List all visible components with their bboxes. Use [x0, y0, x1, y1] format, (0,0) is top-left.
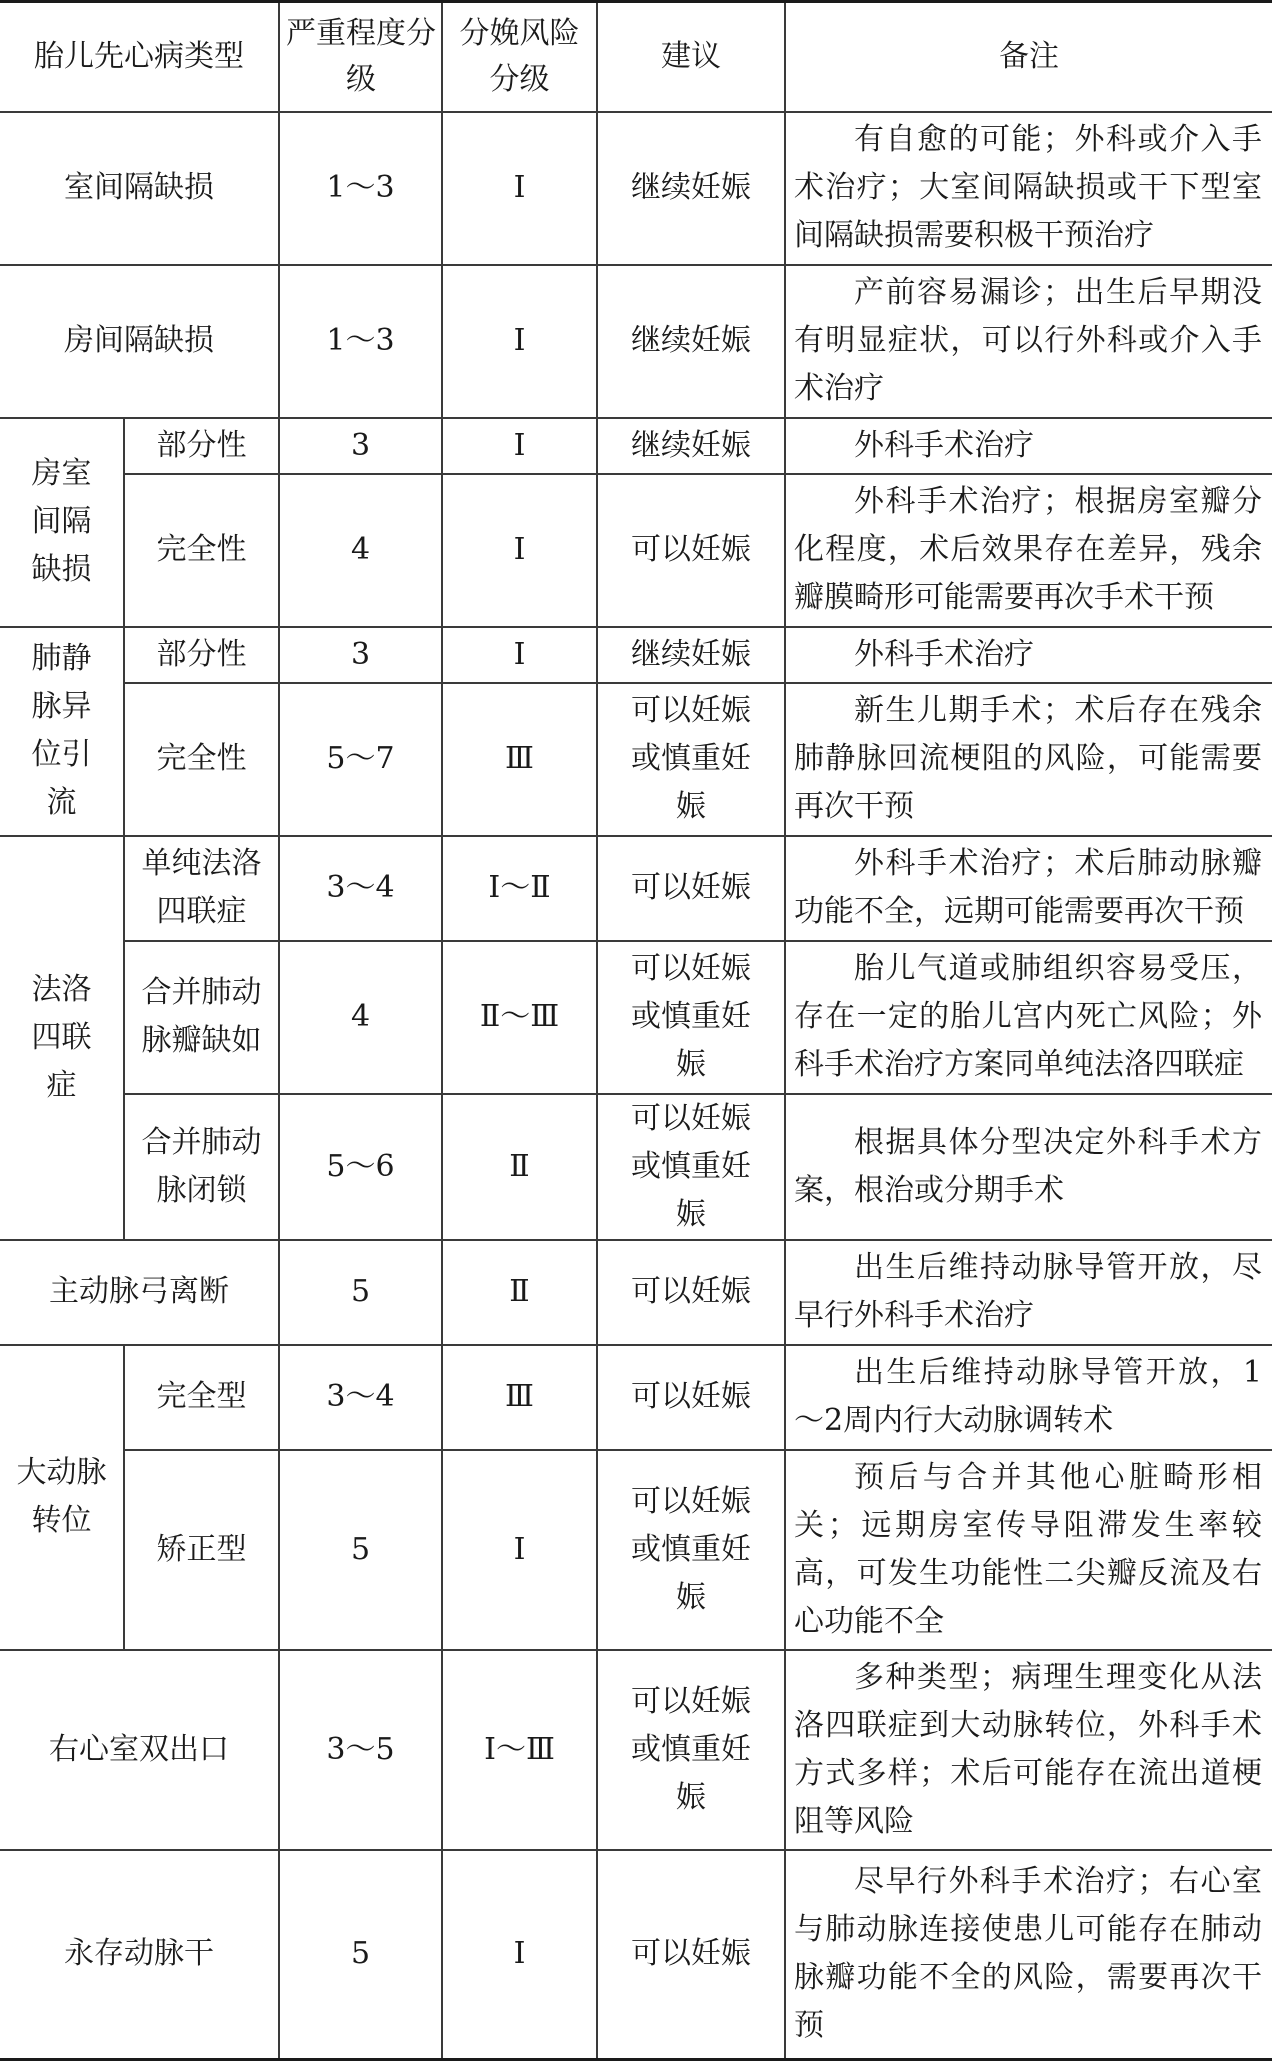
cell-notes: 外科手术治疗	[785, 627, 1272, 683]
group-label: 房室间隔缺损	[31, 456, 92, 587]
cell-risk: Ⅱ	[442, 1094, 597, 1240]
cell-risk: Ⅰ	[442, 474, 597, 627]
group-label: 法洛四联症	[31, 971, 92, 1103]
cell-notes: 新生儿期手术；术后存在残余肺静脉回流梗阻的风险，可能需要再次干预	[785, 683, 1272, 836]
cell-advice	[597, 1450, 785, 1650]
cell-notes: 外科手术治疗	[785, 418, 1272, 474]
cell-risk: Ⅲ	[442, 1345, 597, 1450]
table-row-avsd-partial	[0, 418, 1272, 474]
table-row-tof-atresia	[0, 1094, 1272, 1240]
header-advice: 建议	[597, 2, 785, 112]
cell-type: 主动脉弓离断	[0, 1240, 279, 1345]
cell-severity: 5	[279, 1850, 442, 2060]
cell-subtype: 完全性	[124, 474, 279, 627]
cell-risk: Ⅰ	[442, 112, 597, 265]
cell-risk: Ⅰ	[442, 418, 597, 474]
cell-group	[0, 627, 124, 836]
table-row-apvc-complete	[0, 683, 1272, 836]
cell-severity: 3～5	[279, 1650, 442, 1850]
table-row-apvc-partial	[0, 627, 1272, 683]
advice-text: 可以妊娠或慎重妊娠	[631, 1483, 751, 1615]
cell-advice	[597, 1650, 785, 1850]
cell-subtype: 部分性	[124, 627, 279, 683]
cell-advice	[597, 1094, 785, 1240]
table-header-row	[0, 2, 1272, 112]
cell-severity: 5	[279, 1450, 442, 1650]
cell-advice: 可以妊娠	[597, 474, 785, 627]
cell-type: 右心室双出口	[0, 1650, 279, 1850]
cell-subtype: 矫正型	[124, 1450, 279, 1650]
cell-severity: 4	[279, 941, 442, 1094]
cell-notes: 尽早行外科手术治疗；右心室与肺动脉连接使患儿可能存在肺动脉瓣功能不全的风险，需要再次干预	[785, 1850, 1272, 2060]
cell-severity: 5～7	[279, 683, 442, 836]
cell-notes: 出生后维持动脉导管开放，尽早行外科手术治疗	[785, 1240, 1272, 1345]
header-notes: 备注	[785, 2, 1272, 112]
cell-notes: 有自愈的可能；外科或介入手术治疗；大室间隔缺损或干下型室间隔缺损需要积极干预治疗	[785, 112, 1272, 265]
cell-advice: 可以妊娠	[597, 1850, 785, 2060]
table-row-tga-corrected	[0, 1450, 1272, 1650]
group-label: 大动脉转位	[16, 1455, 107, 1538]
table-row-avsd-complete	[0, 474, 1272, 627]
subtype-text: 单纯法洛四联症	[141, 846, 262, 929]
cell-group	[0, 836, 124, 1240]
table-row-dorv	[0, 1650, 1272, 1850]
table-row-asd	[0, 265, 1272, 418]
cell-type: 房间隔缺损	[0, 265, 279, 418]
cell-severity: 3	[279, 627, 442, 683]
cell-risk: Ⅲ	[442, 683, 597, 836]
header-severity-text: 严重程度分级	[286, 15, 436, 97]
cell-risk: Ⅱ	[442, 1240, 597, 1345]
header-severity	[279, 2, 442, 112]
cell-advice: 可以妊娠	[597, 836, 785, 941]
cell-advice	[597, 683, 785, 836]
advice-text: 可以妊娠或慎重妊娠	[631, 951, 751, 1082]
cell-advice: 可以妊娠	[597, 1240, 785, 1345]
cell-severity: 1～3	[279, 265, 442, 418]
cell-notes: 胎儿气道或肺组织容易受压，存在一定的胎儿宫内死亡风险；外科手术治疗方案同单纯法洛四联症	[785, 941, 1272, 1094]
cell-severity: 1～3	[279, 112, 442, 265]
cell-subtype	[124, 941, 279, 1094]
header-type: 胎儿先心病类型	[0, 2, 279, 112]
subtype-text: 合并肺动脉瓣缺如	[141, 975, 262, 1058]
cell-risk: Ⅰ～Ⅲ	[442, 1650, 597, 1850]
cell-advice: 可以妊娠	[597, 1345, 785, 1450]
cell-severity: 4	[279, 474, 442, 627]
cell-subtype: 部分性	[124, 418, 279, 474]
cell-advice: 继续妊娠	[597, 112, 785, 265]
cell-subtype: 完全性	[124, 683, 279, 836]
cell-type: 永存动脉干	[0, 1850, 279, 2060]
cell-notes: 产前容易漏诊；出生后早期没有明显症状，可以行外科或介入手术治疗	[785, 265, 1272, 418]
group-label: 肺静脉异位引流	[31, 641, 92, 820]
cell-type: 室间隔缺损	[0, 112, 279, 265]
cell-notes: 外科手术治疗；根据房室瓣分化程度，术后效果存在差异，残余瓣膜畸形可能需要再次手术干预	[785, 474, 1272, 627]
header-risk	[442, 2, 597, 112]
table-row-tga-complete	[0, 1345, 1272, 1450]
cell-subtype	[124, 836, 279, 941]
table-row-tof-absent-valve	[0, 941, 1272, 1094]
cell-subtype	[124, 1094, 279, 1240]
cell-risk: Ⅰ	[442, 265, 597, 418]
advice-text: 可以妊娠或慎重妊娠	[631, 1100, 751, 1232]
table-row-tof-simple	[0, 836, 1272, 941]
advice-text: 可以妊娠或慎重妊娠	[631, 1683, 751, 1815]
table-row-vsd	[0, 112, 1272, 265]
header-risk-text: 分娩风险分级	[459, 15, 580, 97]
cell-subtype: 完全型	[124, 1345, 279, 1450]
cell-risk: Ⅰ	[442, 627, 597, 683]
cell-risk: Ⅰ	[442, 1850, 597, 2060]
cell-severity: 3～4	[279, 1345, 442, 1450]
cell-risk: Ⅰ～Ⅱ	[442, 836, 597, 941]
cell-severity: 5～6	[279, 1094, 442, 1240]
cell-severity: 3～4	[279, 836, 442, 941]
cell-notes: 出生后维持动脉导管开放，1～2周内行大动脉调转术	[785, 1345, 1272, 1450]
cell-risk: Ⅰ	[442, 1450, 597, 1650]
cell-advice: 继续妊娠	[597, 418, 785, 474]
cell-advice	[597, 941, 785, 1094]
table-row-iaa	[0, 1240, 1272, 1345]
cell-severity: 5	[279, 1240, 442, 1345]
subtype-text: 合并肺动脉闭锁	[141, 1124, 262, 1208]
cell-group	[0, 418, 124, 627]
cell-advice: 继续妊娠	[597, 627, 785, 683]
cell-notes: 外科手术治疗；术后肺动脉瓣功能不全，远期可能需要再次干预	[785, 836, 1272, 941]
table-row-pta	[0, 1850, 1272, 2060]
cell-notes: 预后与合并其他心脏畸形相关；远期房室传导阻滞发生率较高，可发生功能性二尖瓣反流及右心功能不全	[785, 1450, 1272, 1650]
cell-advice: 继续妊娠	[597, 265, 785, 418]
advice-text: 可以妊娠或慎重妊娠	[631, 693, 751, 824]
cell-notes: 多种类型；病理生理变化从法洛四联症到大动脉转位，外科手术方式多样；术后可能存在流出道梗阻等风险	[785, 1650, 1272, 1850]
cell-risk: Ⅱ～Ⅲ	[442, 941, 597, 1094]
cell-notes: 根据具体分型决定外科手术方案，根治或分期手术	[785, 1094, 1272, 1240]
cell-group	[0, 1345, 124, 1650]
cell-severity: 3	[279, 418, 442, 474]
